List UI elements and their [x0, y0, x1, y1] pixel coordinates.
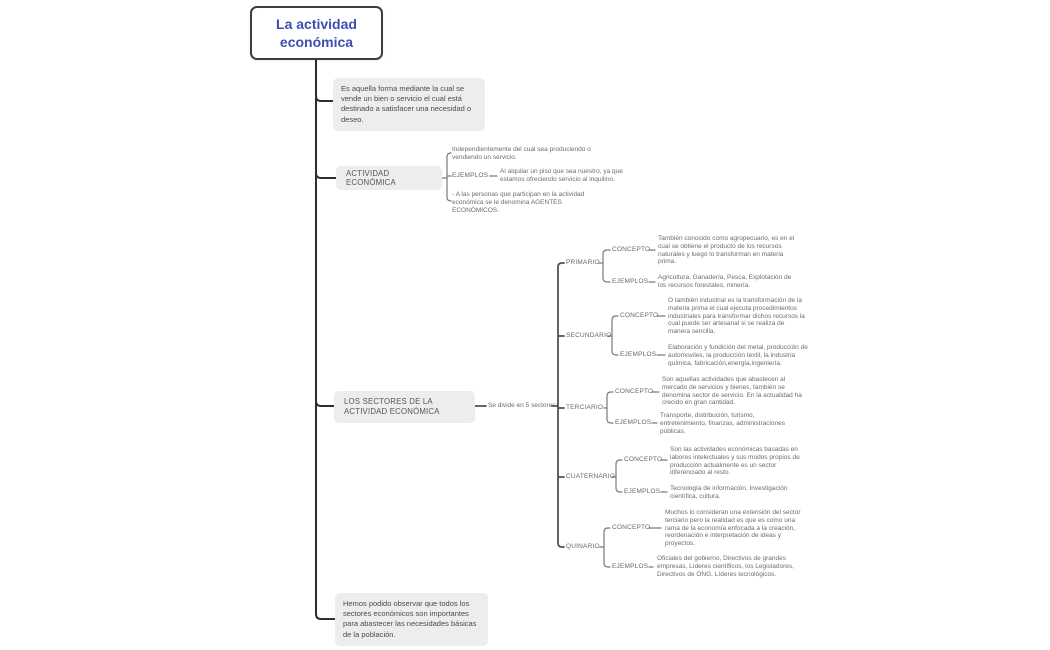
actividad-agentes-text: - A las personas que participan en la actividad económica se le denomina AGENTES ECONÓMICOS. [452, 191, 585, 214]
cuaternario-concepto-text: Son las actividades económicas basadas en labores intelectuales y sus modos propios de producción actualmente es un sector diferenciado al resto. [670, 446, 800, 477]
sector-quinario-label: QUINARIO [566, 543, 600, 550]
sectores-divider-text: Se divide en 5 sectores: [488, 402, 558, 409]
primario-concepto-label: CONCEPTO [612, 246, 651, 253]
quinario-concepto-label: CONCEPTO [612, 524, 651, 531]
terciario-ejemplos-label: EJEMPLOS [615, 419, 652, 426]
primario-concepto-text: También conocido como agropecuario, es en el cual se obtiene el producto de los recursos naturales y luego lo transforman en materia prima. [658, 235, 795, 266]
actividad-note: Independientemente del cual sea produciendo o vendiendo un servicio. [452, 146, 591, 161]
sector-terciario-label: TERCIARIO [566, 404, 604, 411]
sector-secundario-label: SECUNDARIO [566, 332, 612, 339]
sector-primario-label: PRIMARIO [566, 259, 600, 266]
terciario-concepto-text: Son aquellas actividades que abastecen al mercado de servicios y bienes, también se denomina sector de servicio. En la actualidad ha crecido en gran cantidad. [662, 376, 802, 407]
conclusion-note: Hemos podido observar que todos los sectores económicos son importantes para abastecer las necesidades básicas de la población. [335, 593, 488, 646]
actividad-ejemplos-text: Al alquilar un piso que sea nuestro, ya que estamos ofreciendo servicio al inquilino. [500, 168, 623, 183]
topic-sectores: LOS SECTORES DE LA ACTIVIDAD ECONÓMICA [334, 391, 475, 423]
cuaternario-concepto-label: CONCEPTO [624, 456, 663, 463]
cuaternario-ejemplos-text: Tecnología de información, Investigación científica, cultura. [670, 485, 788, 500]
cuaternario-ejemplos-label: EJEMPLOS [624, 488, 661, 495]
terciario-concepto-label: CONCEPTO [615, 388, 654, 395]
quinario-ejemplos-text: Oficiales del gobierno, Directivos de grandes empresas, Líderes científicos, los Legisladores, Directivos de ONG. Líderes tecnológicos. [657, 555, 794, 578]
actividad-ejemplos-label: EJEMPLOS [452, 172, 489, 179]
secundario-concepto-label: CONCEPTO [620, 312, 659, 319]
quinario-ejemplos-label: EJEMPLOS [612, 563, 649, 570]
primario-ejemplos-text: Agricultura, Ganadería, Pesca, Explotación de los recursos forestales, minería. [658, 274, 792, 289]
terciario-ejemplos-text: Transporte, distribución, turismo, entretenimiento, finanzas, administraciones públicas. [660, 412, 786, 435]
primario-ejemplos-label: EJEMPLOS [612, 278, 649, 285]
quinario-concepto-text: Muchos lo consideran una extensión del sector terciario pero la realidad es que es como una rama de la economía enfocada a la creación, reordenación e interpretación de ideas y proyectos. [665, 509, 801, 548]
sector-cuaternario-label: CUATERNARIO [566, 473, 616, 480]
secundario-concepto-text: O también industrial es la transformación de la materia prima el cual ejecuta procedimientos industriales para transformar dichos recursos la cual puede ser artesanal si se realiza de manera sencilla. [668, 297, 805, 336]
topic-actividad-economica: ACTIVIDAD ECONÓMICA [336, 166, 442, 190]
secundario-ejemplos-text: Elaboración y fundición del metal, producción de automoviles, la producción textil, la industria química, fabricación,energía,ingeniería. [668, 344, 808, 367]
root-topic: La actividad económica [250, 6, 383, 60]
secundario-ejemplos-label: EJEMPLOS [620, 351, 657, 358]
definition-note: Es aquella forma mediante la cual se vende un bien o servicio el cual está destinado a satisfacer una necesidad o deseo. [333, 78, 485, 131]
